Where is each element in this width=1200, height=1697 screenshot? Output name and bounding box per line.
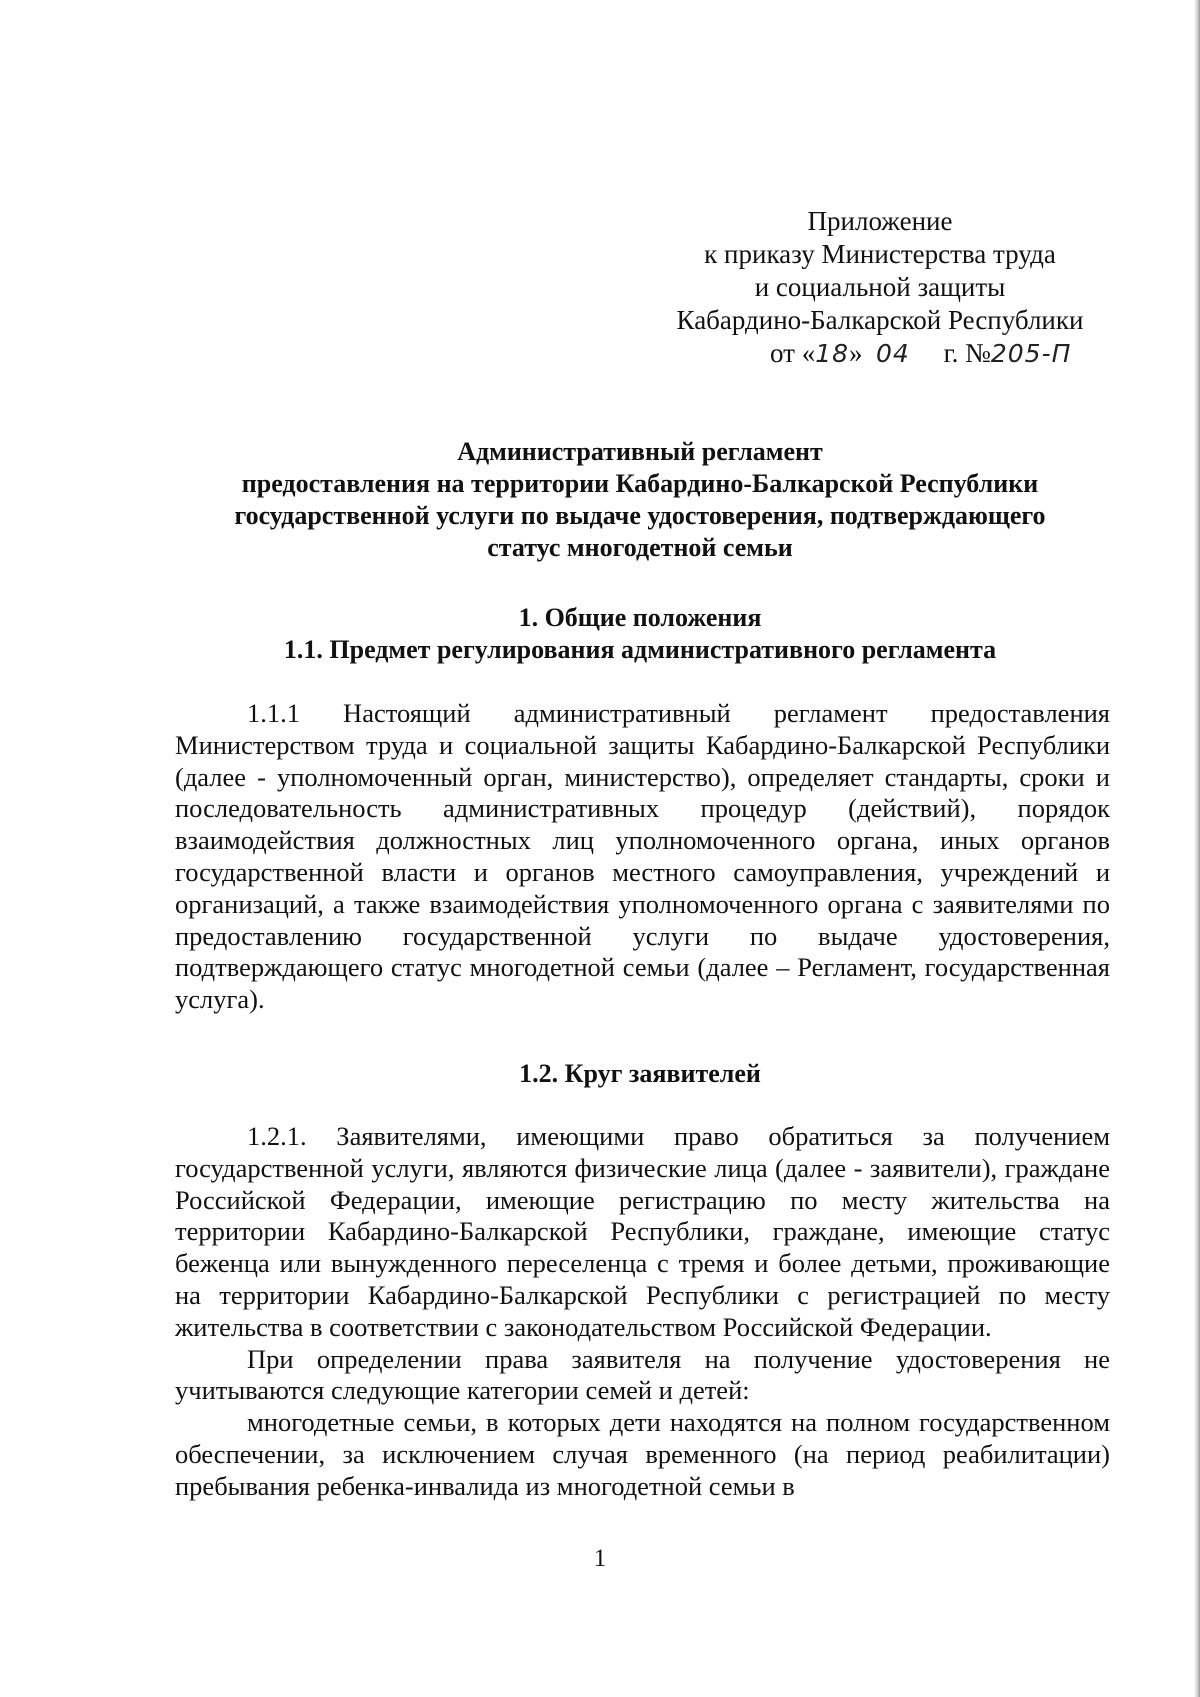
order-prefix: от « <box>770 338 816 368</box>
section-heading: 1.2. Круг заявителей <box>519 1059 761 1088</box>
section-subheading: 1.1. Предмет регулирования административного регламента <box>283 635 997 664</box>
order-date-number <box>640 337 1120 370</box>
appendix-line: и социальной защиты <box>754 272 1006 302</box>
document-title <box>170 436 1110 564</box>
paragraph: многодетные семьи, в которых дети находятся на полном государственном обеспечении, за исключением случая временного (на период реабилитации) пребывания ребенка-инвалида из многодетной семьи в <box>175 1407 1110 1501</box>
title-line: государственной услуги по выдаче удостоверения, подтверждающего <box>234 501 1046 530</box>
appendix-line: Приложение <box>807 206 953 236</box>
section-1-body <box>175 698 1110 1016</box>
appendix-line: к приказу Министерства труда <box>704 239 1056 269</box>
paragraph: При определении права заявителя на получение удостоверения не учитываются следующие категории семей и детей: <box>175 1343 1110 1406</box>
paragraph: 1.2.1. Заявителями, имеющими право обратиться за получением государственной услуги, являются физические лица (далее - заявители), граждане Российской Федерации, имеющие регистрацию по месту жительства на территории Кабардино-Балкарской Республики, граждане, имеющие статус беженца или вынужденного переселенца с тремя и более детьми, проживающие на территории Кабардино-Балкарской Республики с регистрацией по месту жительства в соответствии с законодательством Российской Федерации. <box>175 1121 1110 1342</box>
scan-edge <box>1194 0 1200 1697</box>
paragraph: 1.1.1 Настоящий административный регламент предоставления Министерством труда и социальной защиты Кабардино-Балкарской Республики (далее - уполномоченный орган, министерство), определяет стандарты, сроки и последовательность административных процедур (действий), порядок взаимодействия должностных лиц уполномоченного органа, иных органов государственной власти и органов местного самоуправления, учреждений и организаций, а также взаимодействия уполномоченного органа с заявителями по предоставлению государственной услуги по выдаче удостоверения, подтверждающего статус многодетной семьи (далее – Регламент, государственная услуга). <box>175 698 1110 1015</box>
section-2-body <box>175 1121 1110 1503</box>
order-month-handwritten: 04 <box>876 339 910 368</box>
order-day-handwritten: 18 <box>815 339 850 368</box>
title-line: статус многодетной семьи <box>487 533 793 562</box>
section-1-heading-block <box>170 602 1110 666</box>
order-year-word: г. № <box>943 338 991 368</box>
section-2-heading-block <box>170 1058 1110 1090</box>
page-number: 1 <box>593 1545 607 1572</box>
title-line: предоставления на территории Кабардино-Балкарской Республики <box>241 469 1039 498</box>
title-line: Административный регламент <box>457 437 823 466</box>
appendix-block <box>640 205 1120 370</box>
section-heading: 1. Общие положения <box>518 603 762 632</box>
appendix-line: Кабардино-Балкарской Республики <box>676 305 1084 335</box>
order-number-handwritten: 205-П <box>990 339 1072 368</box>
order-mid: » <box>849 338 863 368</box>
